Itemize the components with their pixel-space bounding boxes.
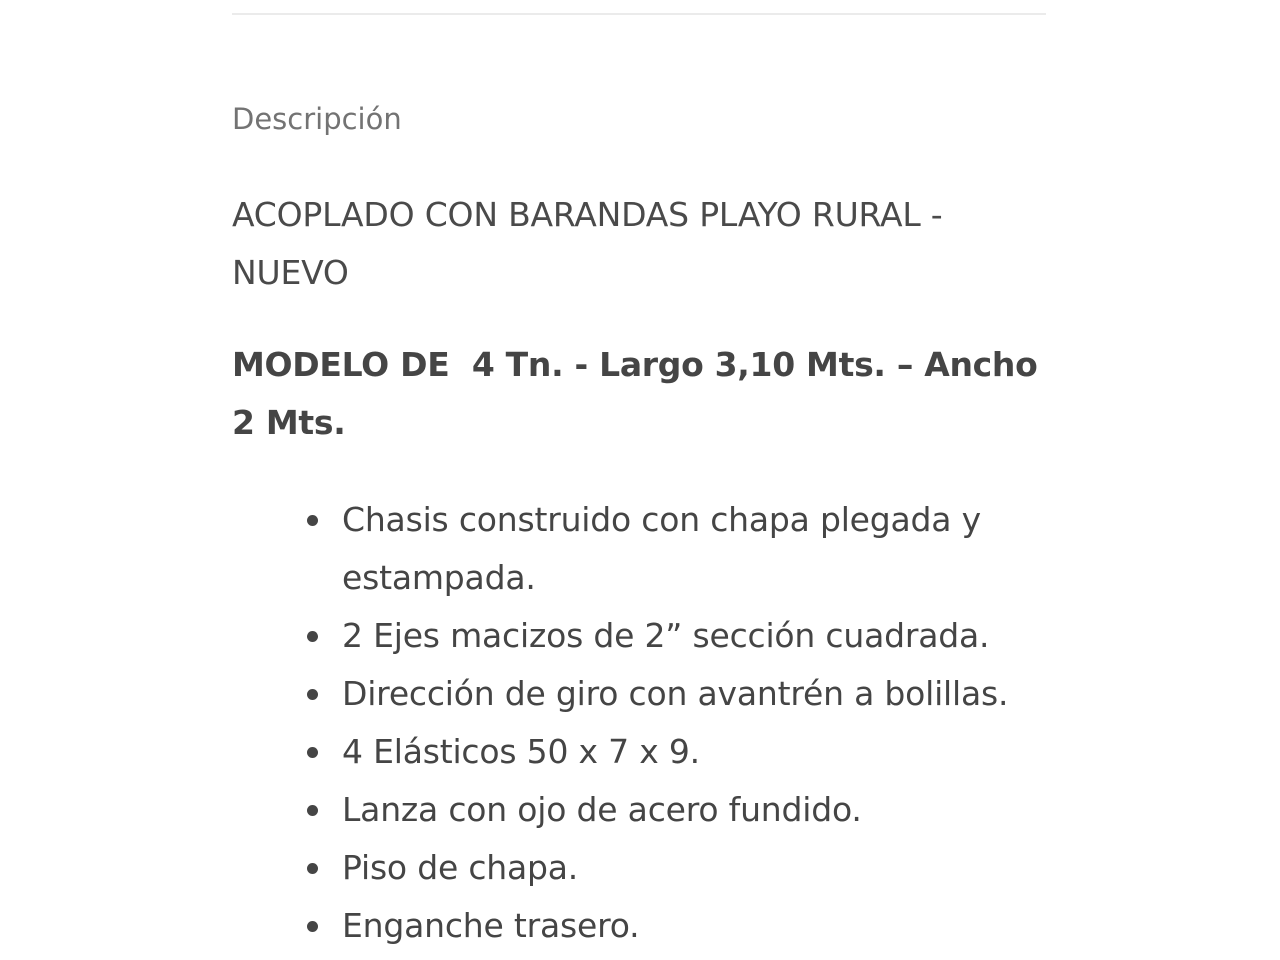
feature-text: 4 Elásticos 50 x 7 x 9. bbox=[342, 732, 700, 771]
feature-item bbox=[342, 781, 1062, 839]
bullet-icon bbox=[307, 747, 318, 758]
feature-text: Chasis construido con chapa plegada y estampada. bbox=[342, 500, 981, 597]
bullet-icon bbox=[307, 689, 318, 700]
bullet-icon bbox=[307, 515, 318, 526]
feature-text: Lanza con ojo de acero fundido. bbox=[342, 790, 862, 829]
bullet-icon bbox=[307, 863, 318, 874]
feature-item bbox=[342, 723, 1062, 781]
feature-text: 2 Ejes macizos de 2” sección cuadrada. bbox=[342, 616, 990, 655]
feature-item bbox=[342, 897, 1062, 955]
bullet-icon bbox=[307, 921, 318, 932]
feature-item bbox=[342, 491, 1062, 607]
product-model-specs: MODELO DE 4 Tn. - Largo 3,10 Mts. – Ancho 2 Mts. bbox=[232, 345, 1049, 442]
feature-list bbox=[342, 491, 1062, 955]
feature-text: Piso de chapa. bbox=[342, 848, 579, 887]
description-label: Descripción bbox=[232, 102, 402, 136]
feature-item bbox=[342, 839, 1062, 897]
product-title: ACOPLADO CON BARANDAS PLAYO RURAL - NUEVO bbox=[232, 195, 943, 292]
section-divider bbox=[232, 13, 1046, 15]
bullet-icon bbox=[307, 631, 318, 642]
feature-text: Enganche trasero. bbox=[342, 906, 640, 945]
feature-item bbox=[342, 607, 1062, 665]
feature-item bbox=[342, 665, 1062, 723]
bullet-icon bbox=[307, 805, 318, 816]
feature-text: Dirección de giro con avantrén a bolillas. bbox=[342, 674, 1009, 713]
